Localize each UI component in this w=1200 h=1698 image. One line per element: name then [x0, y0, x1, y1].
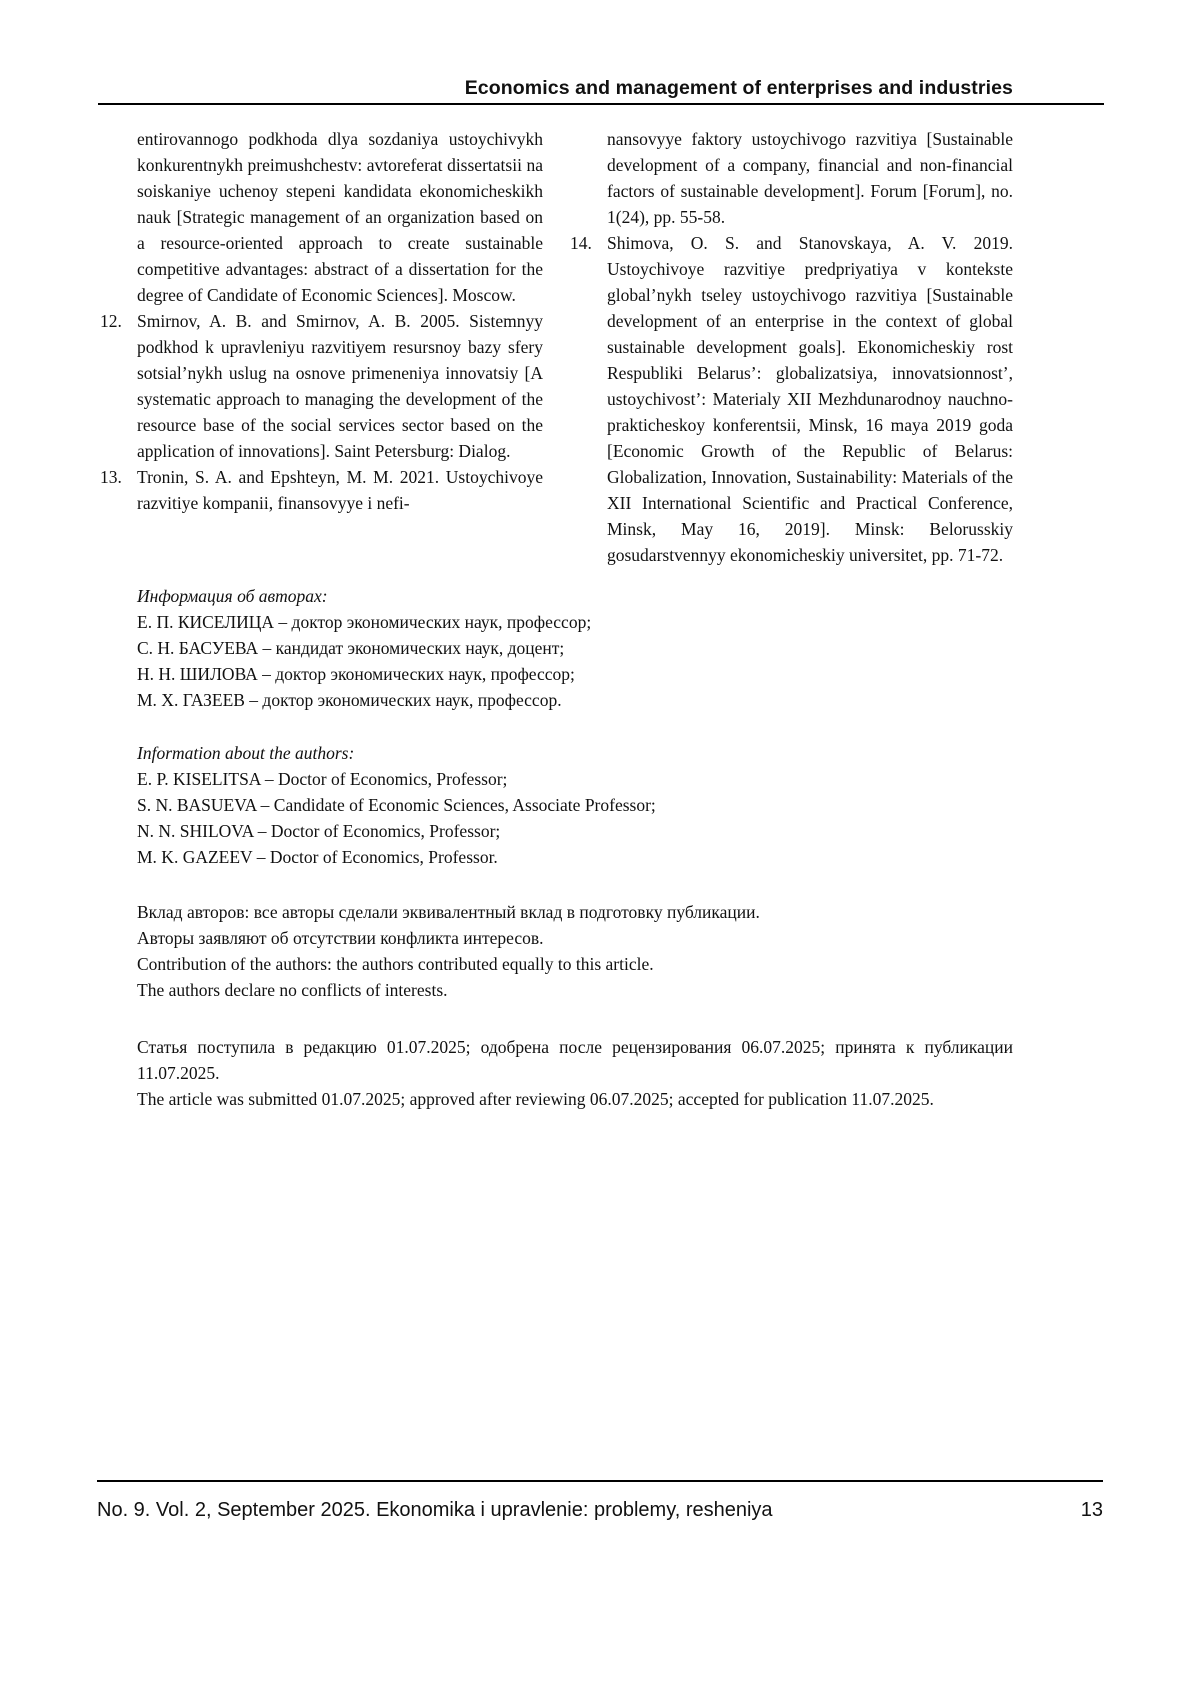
- author-line-en-4: M. K. GAZEEV – Doctor of Economics, Professor.: [137, 847, 498, 867]
- author-line-ru-2: С. Н. БАСУЕВА – кандидат экономических наук, доцент;: [137, 638, 565, 658]
- page-footer: [97, 1480, 1103, 1522]
- author-line-en-1: E. P. KISELITSA – Doctor of Economics, Professor;: [137, 769, 508, 789]
- header-divider: [98, 103, 1104, 105]
- contribution-statement: [137, 899, 1013, 1003]
- reference-number: 12.: [100, 311, 122, 331]
- authors-info-en-heading: Information about the authors:: [137, 743, 355, 763]
- reference-text: entirovannogo podkhoda dlya sozdaniya ustoychivykh konkurentnykh preimushchestv: avtoreferat dissertatsii na soiskaniye uchenoy stepeni kandidata ekonomicheskikh nauk [Strategic management of an organization based on a resource-oriented approach to create sustainable competitive advantages: abstract of a dissertation for the degree of Candidate of Economic Sciences]. Moscow.: [137, 129, 543, 305]
- authors-info-en: [137, 740, 1013, 870]
- author-line-en-2: S. N. BASUEVA – Candidate of Economic Sciences, Associate Professor;: [137, 795, 656, 815]
- author-line-en-3: N. N. SHILOVA – Doctor of Economics, Professor;: [137, 821, 501, 841]
- contribution-line-ru-2: Авторы заявляют об отсутствии конфликта интересов.: [137, 928, 544, 948]
- footer-page-number: 13: [1080, 1499, 1103, 1521]
- reference-text: Smirnov, A. B. and Smirnov, A. B. 2005. Sistemnyy podkhod k upravleniyu razvitiyem resursnoy bazy sfery sotsial’nykh uslug na osnove primeneniya innovatsiy [A systematic approach to managing the development of the resource base of the social services sector based on the application of innovations]. Saint Petersburg: Dialog.: [137, 311, 543, 461]
- reference-number: 13.: [100, 467, 122, 487]
- reference-item-13-continuation: [570, 126, 1013, 230]
- authors-info-ru: [137, 583, 1013, 713]
- reference-item-14: [570, 230, 1013, 568]
- page-content: [100, 126, 1013, 1112]
- references-right-column: [570, 126, 1013, 568]
- submission-dates: [137, 1034, 1013, 1112]
- reference-item-11-continuation: [100, 126, 543, 308]
- reference-text: Shimova, O. S. and Stanovskaya, A. V. 2019. Ustoychivoye razvitiye predpriyatiya v kontekste global’nykh tseley ustoychivogo razvitiya [Sustainable development of an enterprise in the context of global sustainable development goals]. Ekonomicheskiy rost Respubliki Belarus’: globalizatsiya, innovatsionnost’, ustoychivost’: Materialy XII Mezhdunarodnoy nauchno-prakticheskoy konferentsii, Minsk, 16 maya 2019 goda [Economic Growth of the Republic of Belarus: Globalization, Innovation, Sustainability: Materials of the XII International Scientific and Practical Conference, Minsk, May 16, 2019]. Minsk: Belorusskiy gosudarstvennyy ekonomicheskiy universitet, pp. 71-72.: [607, 233, 1013, 565]
- author-line-ru-1: Е. П. КИСЕЛИЦА – доктор экономических наук, профессор;: [137, 612, 592, 632]
- contribution-line-en-1: Contribution of the authors: the authors contributed equally to this article.: [137, 954, 654, 974]
- running-title: Economics and management of enterprises and industries: [464, 77, 1013, 99]
- reference-text: nansovyye faktory ustoychivogo razvitiya [Sustainable development of a company, financial and non-financial factors of sustainable development]. Forum [Forum], no. 1(24), pp. 55-58.: [607, 129, 1013, 227]
- references-columns: [100, 126, 1013, 568]
- references-left-column: [100, 126, 543, 568]
- submission-dates-ru: Статья поступила в редакцию 01.07.2025; одобрена после рецензирования 06.07.2025; принята к публикации 11.07.2025.: [137, 1037, 1013, 1083]
- reference-item-13: [100, 464, 543, 516]
- submission-dates-en: The article was submitted 01.07.2025; approved after reviewing 06.07.2025; accepted for publication 11.07.2025.: [137, 1089, 934, 1109]
- reference-item-12: [100, 308, 543, 464]
- contribution-line-en-2: The authors declare no conflicts of interests.: [137, 980, 448, 1000]
- reference-text: Tronin, S. A. and Epshteyn, M. M. 2021. Ustoychivoye razvitiye kompanii, finansovyye i nefi-: [137, 467, 543, 513]
- author-line-ru-4: М. Х. ГАЗЕЕВ – доктор экономических наук, профессор.: [137, 690, 562, 710]
- footer-journal-line: No. 9. Vol. 2, September 2025. Ekonomika i upravlenie: problemy, resheniya: [97, 1499, 773, 1521]
- authors-info-ru-heading: Информация об авторах:: [137, 586, 328, 606]
- reference-number: 14.: [570, 233, 592, 253]
- author-line-ru-3: Н. Н. ШИЛОВА – доктор экономических наук, профессор;: [137, 664, 575, 684]
- contribution-line-ru-1: Вклад авторов: все авторы сделали эквивалентный вклад в подготовку публикации.: [137, 902, 760, 922]
